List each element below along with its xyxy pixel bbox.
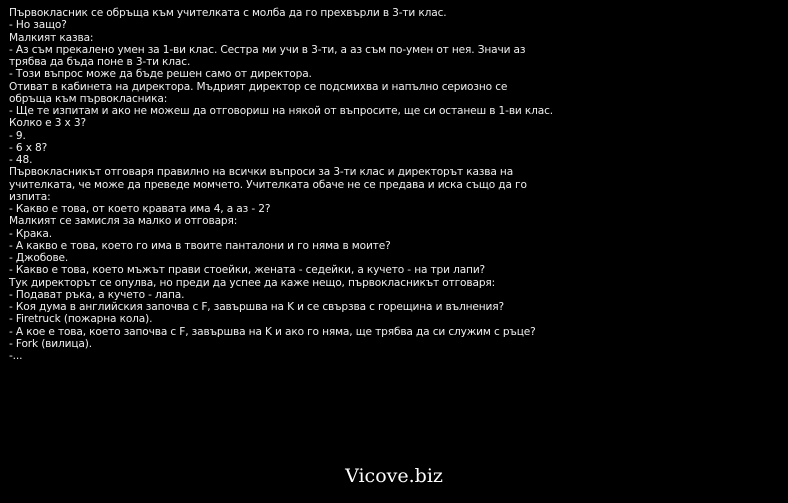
text-line: Тук директорът се опулва, но преди да успее да каже нещо, първокласникът отговаря:	[9, 276, 496, 289]
text-line: -...	[9, 350, 23, 362]
text-line: - 9.	[9, 129, 26, 142]
text-line: - А какво е това, което го има в твоите панталони и го няма в моите?	[9, 239, 391, 252]
text-line: - Коя дума в английския започва с F, завършва на K и се свързва с горещина и вълнения?	[9, 301, 504, 313]
text-line: учителката, че може да преведе момчето. Учителката обаче не се предава и иска също да го	[9, 178, 527, 191]
text-line: - Ще те изпитам и ако не можеш да отговориш на някой от въпросите, ще си останеш в 1-ви клас.	[9, 105, 553, 117]
text-line: - Джобове.	[9, 252, 69, 264]
text-line: - Този въпрос може да бъде решен само от директора.	[9, 68, 312, 81]
text-line: - Аз съм прекалено умен за 1-ви клас. Сестра ми учи в 3-ти, а аз съм по-умен от нея. Значи аз	[9, 43, 526, 56]
text-line: изпита:	[9, 190, 51, 203]
text-line: - А кое е това, което започва с F, завършва на K и ако го няма, ще трябва да си служим с ръце?	[9, 325, 536, 338]
text-line: - Крака.	[9, 227, 52, 240]
text-line: Първокласник се обръща към учителката с молба да го прехвърли в 3-ти клас.	[9, 7, 447, 19]
text-line: - Firetruck (пожарна кола).	[9, 313, 153, 326]
text-line: Отиват в кабинета на директора. Мъдрият директор се подсмихва и напълно сериозно се	[9, 80, 508, 93]
text-line: Първокласникът отговаря правилно на всички въпроси за 3-ти клас и директорът казва на	[9, 166, 514, 179]
site-watermark: Vicove.biz	[345, 465, 443, 487]
text-line: - Какво е това, от което кравата има 4, а аз - 2?	[9, 203, 271, 215]
text-line: Малкият казва:	[9, 31, 94, 44]
text-line: Колко е 3 х 3?	[9, 117, 86, 130]
text-line: обръща към първокласника:	[9, 92, 168, 105]
text-line: - Подават ръка, а кучето - лапа.	[9, 288, 185, 301]
text-line: - 6 х 8?	[9, 141, 48, 154]
text-line: - Fork (вилица).	[9, 337, 92, 350]
text-line: трябва да бъда поне в 3-ти клас.	[9, 56, 191, 68]
text-line: - Но защо?	[9, 19, 67, 32]
joke-text	[9, 7, 779, 362]
text-line: Малкият се замисля за малко и отговаря:	[9, 215, 238, 228]
text-line: - Какво е това, което мъжът прави стоейки, жената - седейки, а кучето - на три лапи?	[9, 264, 486, 277]
text-line: - 48.	[9, 154, 33, 166]
